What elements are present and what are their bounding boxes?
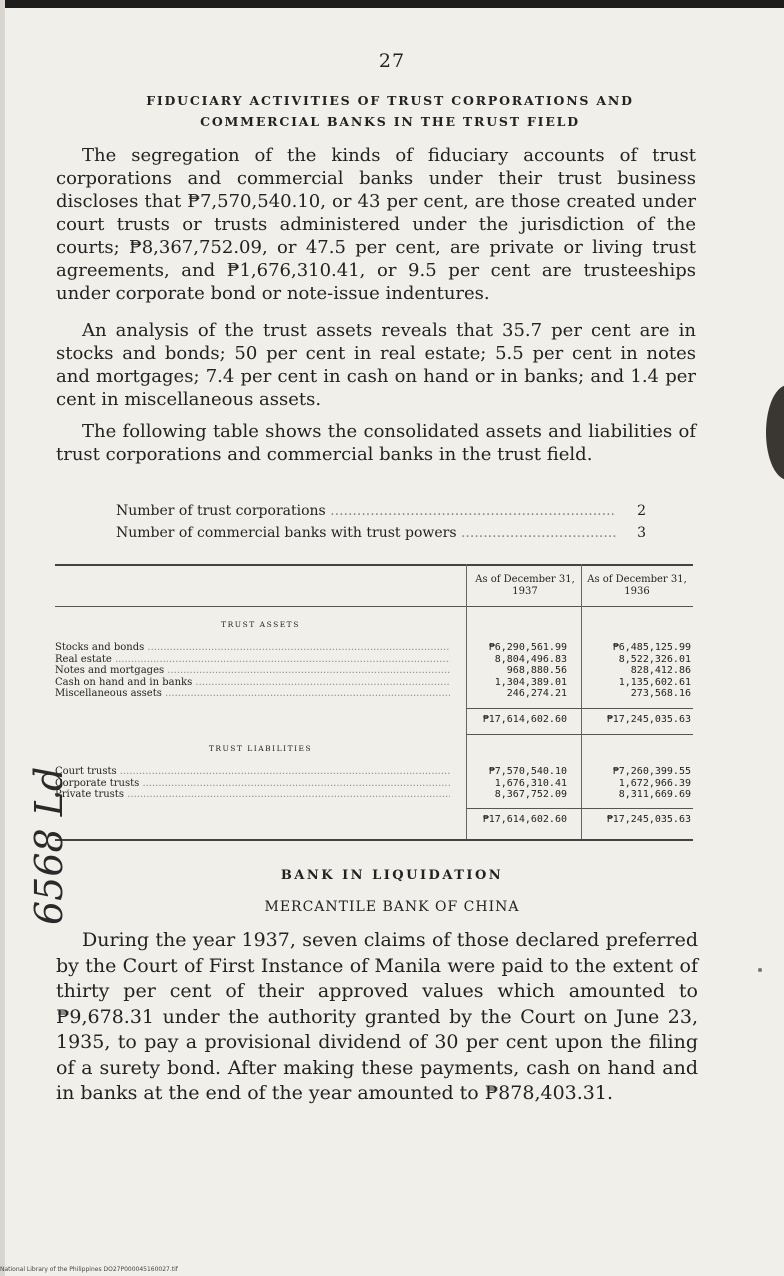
- liabilities-total-rule: [466, 808, 693, 809]
- liability-row-label: Court trusts .....: [55, 766, 450, 778]
- count-value: 3: [637, 525, 646, 541]
- liability-value-1936: 1,672,966.39: [618, 777, 691, 789]
- liability-row-label: Private trusts .....: [55, 789, 450, 801]
- handwritten-note-text: 6568 Ld: [27, 766, 71, 925]
- assets-total-rule: [466, 708, 693, 709]
- liability-value-1937: 1,676,310.41: [494, 777, 567, 789]
- table-bottom-rule: [55, 839, 693, 841]
- table-header-rule: [55, 606, 693, 607]
- asset-value-1936: ₱6,485,125.99: [612, 642, 691, 653]
- asset-value-1937: 968,880.56: [506, 665, 567, 676]
- asset-row-label: Real estate .....: [55, 654, 450, 666]
- paragraph-liquidation: During the year 1937, seven claims of those declared preferred by the Court of First Instance of Manila were paid to the extent of thirty per cent of their approved values which amounted to ₱9,678.31 under the authority granted by the Court on June 23, 1935, to pay a provisional dividend of 30 per cent upon the filing of a surety bond. After making these payments, cash on hand and in banks at the end of the year amounted to ₱878,403.31.: [56, 929, 698, 1104]
- paragraph-table-intro: The following table shows the consolidated assets and liabilities of trust corporations and commercial banks in the trust field.: [56, 421, 696, 465]
- assets-liabilities-table: [55, 564, 693, 840]
- liability-value-1937: 8,367,752.09: [494, 789, 567, 800]
- count-label: Number of trust corporations .....: [116, 502, 616, 521]
- page-number: 27: [378, 50, 406, 72]
- asset-value-1936: 1,135,602.61: [618, 676, 691, 688]
- asset-value-1937: 246,274.21: [506, 688, 567, 699]
- count-row-trust-corporations: [116, 502, 646, 521]
- section-heading-line1: FIDUCIARY ACTIVITIES OF TRUST CORPORATIONS AND: [146, 93, 634, 108]
- scan-top-border: [0, 0, 784, 8]
- column-header-1937: As of December 31, 1937: [475, 574, 575, 597]
- asset-value-1937: 8,804,496.83: [494, 653, 567, 665]
- paragraph-fiduciary-accounts: The segregation of the kinds of fiduciary accounts of trust corporations and commercial banks under their trust business discloses that ₱7,570,540.10, or 43 per cent, are those created under court trusts or trusts administered under the jurisdiction of the courts; ₱8,367,752.09, or 47.5 per cent, are private or living trust agreements, and ₱1,676,310.41, or 9.5 per cent are trusteeships under corporate bond or note-issue indentures.: [56, 145, 696, 304]
- asset-row-label: Stocks and bonds .....: [55, 642, 450, 654]
- count-value: 2: [637, 503, 646, 519]
- asset-row-label: Notes and mortgages .....: [55, 665, 450, 677]
- asset-value-1936: 8,522,326.01: [618, 653, 691, 665]
- table-top-rule: [55, 564, 693, 566]
- asset-value-1936: 828,412.86: [630, 665, 691, 676]
- assets-total-1936: ₱17,245,035.63: [606, 714, 691, 725]
- column-divider-2: [581, 564, 582, 840]
- paper-speck: [758, 968, 762, 972]
- count-row-commercial-banks: [116, 524, 646, 543]
- section-heading-line2: COMMERCIAL BANKS IN THE TRUST FIELD: [200, 114, 580, 129]
- assets-section-title: TRUST ASSETS: [221, 620, 300, 629]
- asset-value-1937: 1,304,389.01: [494, 676, 567, 688]
- liabilities-total-1937: ₱17,614,602.60: [482, 814, 567, 825]
- asset-row-label: Cash on hand and in banks .....: [55, 677, 450, 689]
- scan-footer-caption: National Library of the Philippines DO27P000045160027.tif: [0, 1266, 178, 1273]
- column-header-1936: As of December 31, 1936: [587, 574, 687, 597]
- paragraph-trust-assets-analysis: An analysis of the trust assets reveals that 35.7 per cent are in stocks and bonds; 50 per cent in real estate; 5.5 per cent in notes and mortgages; 7.4 per cent in cash on hand or in banks; and 1.4 per cent in miscellaneous assets.: [56, 320, 696, 410]
- liability-value-1937: ₱7,570,540.10: [488, 766, 567, 777]
- liabilities-section-title: TRUST LIABILITIES: [208, 744, 313, 753]
- liability-row-label: Corporate trusts .....: [55, 778, 450, 790]
- liability-value-1936: 8,311,669.69: [618, 789, 691, 800]
- count-label: Number of commercial banks with trust powers .....: [116, 524, 616, 543]
- asset-value-1936: 273,568.16: [630, 688, 691, 699]
- thumb-shadow: [766, 385, 784, 480]
- bank-in-liquidation-heading: BANK IN LIQUIDATION: [280, 868, 504, 883]
- bank-name-subheading: MERCANTILE BANK OF CHINA: [264, 899, 520, 915]
- asset-value-1937: ₱6,290,561.99: [488, 642, 567, 653]
- asset-row-label: Miscellaneous assets .....: [55, 688, 450, 700]
- liabilities-total-1936: ₱17,245,035.63: [606, 814, 691, 825]
- scan-left-edge: [0, 0, 5, 1276]
- assets-total-bottom-rule: [466, 734, 693, 735]
- liability-value-1936: ₱7,260,399.55: [612, 766, 691, 777]
- assets-total-1937: ₱17,614,602.60: [482, 714, 567, 725]
